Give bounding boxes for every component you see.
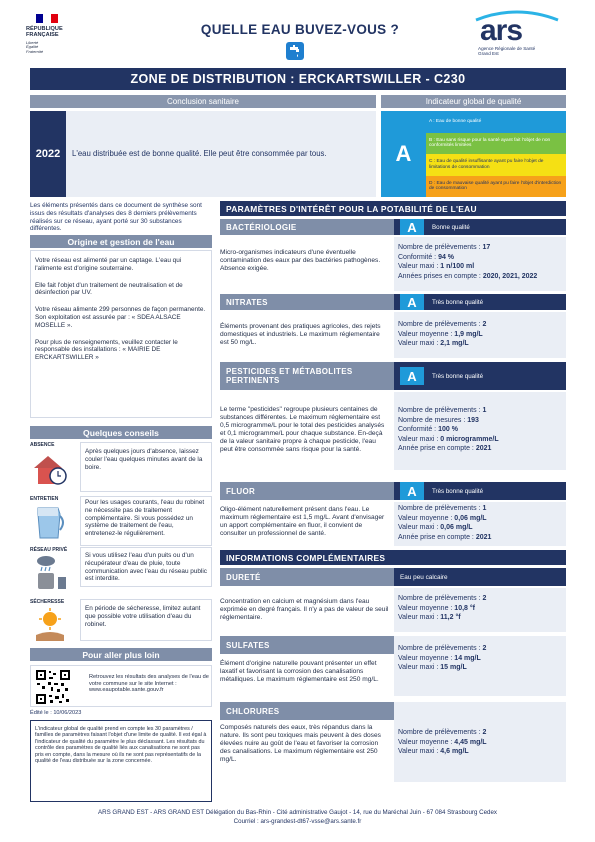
footer-line2[interactable]: Courriel : ars-grandest-dt67-vsse@ars.sante.fr	[233, 818, 362, 825]
param-fluor-name: FLUOR	[220, 482, 394, 500]
tips-header: Quelques conseils	[30, 426, 212, 439]
stat-row: Nombre de prélèvements : 1	[398, 407, 487, 414]
legend-a-text: A : Eau de bonne qualité	[429, 119, 482, 125]
params-header: PARAMÈTRES D'INTÉRÊT POUR LA POTABILITÉ DE L'EAU	[220, 201, 566, 216]
stat-row: Nombre de prélèvements : 2	[398, 595, 487, 602]
tip-reseau-prive-label: RÉSEAU PRIVÉ	[30, 547, 68, 553]
stat-row: Nombre de mesures : 193	[398, 416, 479, 424]
param-bacterio-desc: Micro-organismes indicateurs d'une éventuelle contamination des eaux par des bactéries pathogènes. Absence exigée.	[220, 249, 381, 272]
tip-secheresse	[30, 599, 212, 649]
drought-sun-icon	[30, 605, 70, 645]
clock-house-icon	[30, 448, 70, 488]
param-nitrates-name: NITRATES	[220, 294, 394, 310]
tip-entretien-icon-box	[30, 496, 76, 548]
param-pesticides-badge	[394, 362, 566, 390]
stat-row: Années prises en compte : 2020, 2021, 2022	[398, 272, 538, 280]
tip-secheresse-text: En période de sécheresse, limitez autant que possible votre utilisation d'eau du robinet.	[80, 599, 212, 641]
legend-d	[426, 176, 566, 198]
tip-absence-icon-box	[30, 442, 76, 494]
intro-text: Les éléments présentés dans ce document de synthèse sont issus des résultats d'analyses des 8 derniers prélèvements réalisés sur ce réseau, ayant porté sur 30 substances différentes.	[30, 202, 202, 233]
param-fluor-grade-label: Très bonne qualité	[432, 487, 484, 495]
param-pesticides-grade-label: Très bonne qualité	[432, 372, 484, 380]
flag-icon	[36, 14, 58, 23]
more-text: Retrouvez les résultats des analyses de l'eau de votre commune sur le site Internet : www.eaupotable.sante.gouv.fr	[89, 674, 209, 694]
info-sulfates-stats	[394, 636, 566, 696]
tip-absence	[30, 442, 212, 494]
stat-row: Nombre de prélèvements : 17	[398, 244, 491, 251]
info-sulfates-desc: Élément d'origine naturelle pouvant présenter un effet laxatif et favorisant la corrosion des canalisations métalliques. Le maximum réglementaire est 250 mg/L.	[220, 660, 379, 683]
republic-motto: Liberté Égalité Fraternité	[26, 39, 44, 54]
footnote: L'indicateur global de qualité prend en compte les 30 paramètres / familles de paramètres faisant l'objet d'une limite de qualité. Il est égal à l'indicateur de qualité du paramètre le plus déclassant. Les résultats du contrôle des paramètres de qualité liés aux canalisations ne sont pas pris en compte, dans la mesure où ils ne sont pas représentatifs de la qualité de l'eau distribuée sur la zone concernée.	[30, 720, 212, 802]
stat-row: Valeur moyenne : 1,9 mg/L	[398, 330, 483, 338]
info-chlorures-desc: Composés naturels des eaux, très répandus dans la nature. Ils sont peu toxiques mais peuvent à des doses élevées nuire au goût de l'eau et favoriser la corrosion des canalisations. Le maximum réglementaire est 250 mg/L.	[220, 724, 381, 763]
param-nitrates-stats	[394, 312, 566, 358]
conclusion-grade: A	[381, 111, 426, 197]
param-fluor-badge	[394, 482, 566, 500]
conclusion-text: L'eau distribuée est de bonne qualité. Elle peut être consommée par tous.	[72, 149, 327, 159]
info-durete-stats	[394, 588, 566, 632]
param-pesticides-name: PESTICIDES ET MÉTABOLITES PERTINENTS	[220, 362, 394, 390]
stat-row: Conformité : 100 %	[398, 426, 458, 434]
param-fluor-grade: A	[400, 482, 424, 500]
info-header: INFORMATIONS COMPLÉMENTAIRES	[220, 550, 566, 565]
param-bacterio-grade-label: Bonne qualité	[432, 223, 470, 231]
indicator-legend	[426, 111, 566, 197]
param-bacterio-name: BACTÉRIOLOGIE	[220, 219, 394, 235]
rain-barrel-icon	[30, 553, 70, 593]
conclusion-box	[66, 111, 376, 197]
legend-c-text: C : Eau de qualité insuffisante ayant pu faire l'objet de limitations de consommation	[429, 159, 544, 170]
param-fluor-stats	[394, 502, 566, 546]
param-bacterio-stats	[394, 237, 566, 291]
origin-p2: Elle fait l'objet d'un traitement de neutralisation et de désinfection par UV.	[35, 281, 183, 297]
stat-row: Valeur maxi : 11,2 °f	[398, 614, 461, 622]
param-bacterio-grade: A	[400, 219, 424, 235]
stat-row: Année prise en compte : 2021	[398, 533, 492, 541]
stat-row: Valeur maxi : 0 microgramme/L	[398, 435, 499, 443]
ars-sub: Agence Régionale de Santé Grand Est	[478, 46, 536, 57]
stat-row: Valeur maxi : 0,06 mg/L	[398, 524, 473, 532]
zone-title: ZONE DE DISTRIBUTION : ERCKARTSWILLER - C230	[30, 68, 566, 90]
legend-b	[426, 133, 566, 155]
stat-row: Nombre de prélèvements : 2	[398, 729, 487, 736]
ars-logo-text: ars	[480, 14, 523, 47]
param-pesticides-stats	[394, 392, 566, 470]
param-pesticides-desc: Le terme "pesticides" regroupe plusieurs centaines de substances différentes. Le maximum réglementaire est 0,5 microgramme/L pour le total des pesticides analysés et 0,1 microgramme/L pour chaque substance. En-deçà de la valeur sanitaire propre à chaque pesticide, l'eau peut être consommée sans risque pour la santé.	[220, 406, 385, 453]
conclusion-header: Conclusion sanitaire	[30, 95, 376, 108]
tip-secheresse-icon-box	[30, 599, 76, 651]
info-sulfates-name: SULFATES	[220, 636, 394, 654]
info-durete-badge: Eau peu calcaire	[394, 568, 566, 586]
stat-row: Année prise en compte : 2021	[398, 445, 492, 453]
indicator-header: Indicateur global de qualité	[381, 95, 566, 108]
stat-row: Nombre de prélèvements : 1	[398, 505, 487, 512]
origin-p3: Votre réseau alimente 299 personnes de façon permanente. Son exploitation est assurée par : « SDEA ALSACE MOSELLE ».	[35, 306, 206, 329]
stat-row: Nombre de prélèvements : 2	[398, 321, 487, 328]
stat-row: Valeur maxi : 2,1 mg/L	[398, 340, 469, 348]
origin-p1: Votre réseau est alimenté par un captage. L'eau qui l'alimente est d'origine souterraine.	[35, 257, 182, 272]
conclusion-year: 2022	[30, 111, 66, 197]
legend-b-text: B : Eau sans risque pour la santé ayant fait l'objet de non conformités limitées	[429, 137, 551, 149]
legend-a	[426, 111, 566, 133]
stat-row: Valeur moyenne : 14 mg/L	[398, 654, 481, 662]
tip-entretien-text: Pour les usages courants, l'eau du robinet ne nécessite pas de traitement complémentaire. Si vous possédez un système de traitement de l'eau, entretenez-le régulièrement.	[80, 496, 212, 546]
stat-row: Valeur maxi : 1 n/100 ml	[398, 263, 475, 271]
page-title: QUELLE EAU BUVEZ-VOUS ?	[200, 22, 400, 37]
tip-reseau-prive	[30, 547, 212, 599]
info-chlorures-stats	[394, 702, 566, 782]
legend-c	[426, 154, 566, 176]
param-nitrates-desc: Éléments provenant des pratiques agricoles, des rejets domestiques et industriels. Le maximum réglementaire est 50 mg/L.	[220, 323, 381, 346]
param-fluor-desc: Oligo-élément naturellement présent dans l'eau. Le maximum réglementaire est 1,5 mg/L. Avant d'envisager un apport complémentaire en fluor, il convient de consulter un professionnel de santé.	[220, 506, 385, 537]
qr-code-icon[interactable]	[35, 669, 71, 705]
footer-line1: ARS GRAND EST - ARS GRAND EST Délégation du Bas-Rhin - Cité administrative Gaujot - 14, rue du Maréchal Juin - 67 084 Strasbourg Cedex	[97, 809, 498, 816]
water-filter-jug-icon	[30, 502, 70, 542]
more-header: Pour aller plus loin	[30, 648, 212, 661]
tip-entretien-label: ENTRETIEN	[30, 496, 59, 502]
origin-header: Origine et gestion de l'eau	[30, 235, 212, 248]
tip-reseau-prive-text: Si vous utilisez l'eau d'un puits ou d'un récupérateur d'eau de pluie, toute communication avec l'eau du réseau public est interdite.	[80, 547, 212, 587]
param-bacterio-badge	[394, 219, 566, 235]
water-tap-icon	[286, 42, 304, 60]
origin-box	[30, 250, 212, 418]
ars-logo	[472, 10, 562, 60]
param-nitrates-grade-label: Très bonne qualité	[432, 298, 484, 306]
param-nitrates-badge	[394, 294, 566, 310]
origin-p4: Pour plus de renseignements, veuillez contacter le responsable des installations : « MAIRIE DE ERCKARTSWILLER »	[35, 338, 178, 362]
edited-date: Édité le : 10/06/2023	[30, 710, 82, 716]
tip-absence-label: ABSENCE	[30, 442, 55, 448]
tip-absence-text: Après quelques jours d'absence, laissez couler l'eau quelques minutes avant de la boire.	[80, 442, 212, 492]
stat-row: Valeur moyenne : 0,06 mg/L	[398, 514, 487, 522]
tip-secheresse-label: SÉCHERESSE	[30, 599, 65, 605]
stat-row: Valeur moyenne : 4,45 mg/L	[398, 738, 487, 746]
more-box	[30, 665, 212, 707]
republic-line1: RÉPUBLIQUE	[26, 26, 63, 32]
info-chlorures-name: CHLORURES	[220, 702, 394, 720]
stat-row: Valeur maxi : 4,6 mg/L	[398, 748, 469, 756]
stat-row: Conformité : 94 %	[398, 253, 455, 261]
info-durete-desc: Concentration en calcium et magnésium dans l'eau exprimée en degré français. Il n'y a pas de valeur de seuil réglementaire.	[220, 598, 389, 621]
param-pesticides-grade: A	[400, 367, 424, 385]
republic-line2: FRANÇAISE	[26, 32, 59, 39]
stat-row: Nombre de prélèvements : 2	[398, 645, 487, 652]
legend-d-text: D : Eau de mauvaise qualité ayant pu faire l'objet d'interdiction de consommation	[429, 180, 562, 192]
tip-entretien	[30, 496, 212, 548]
stat-row: Valeur maxi : 15 mg/L	[398, 664, 467, 672]
tip-reseau-prive-icon-box	[30, 547, 76, 599]
stat-row: Valeur moyenne : 10,8 °f	[398, 604, 475, 612]
republique-logo	[26, 14, 86, 60]
param-nitrates-grade: A	[400, 294, 424, 310]
info-durete-name: DURETÉ	[220, 568, 394, 586]
